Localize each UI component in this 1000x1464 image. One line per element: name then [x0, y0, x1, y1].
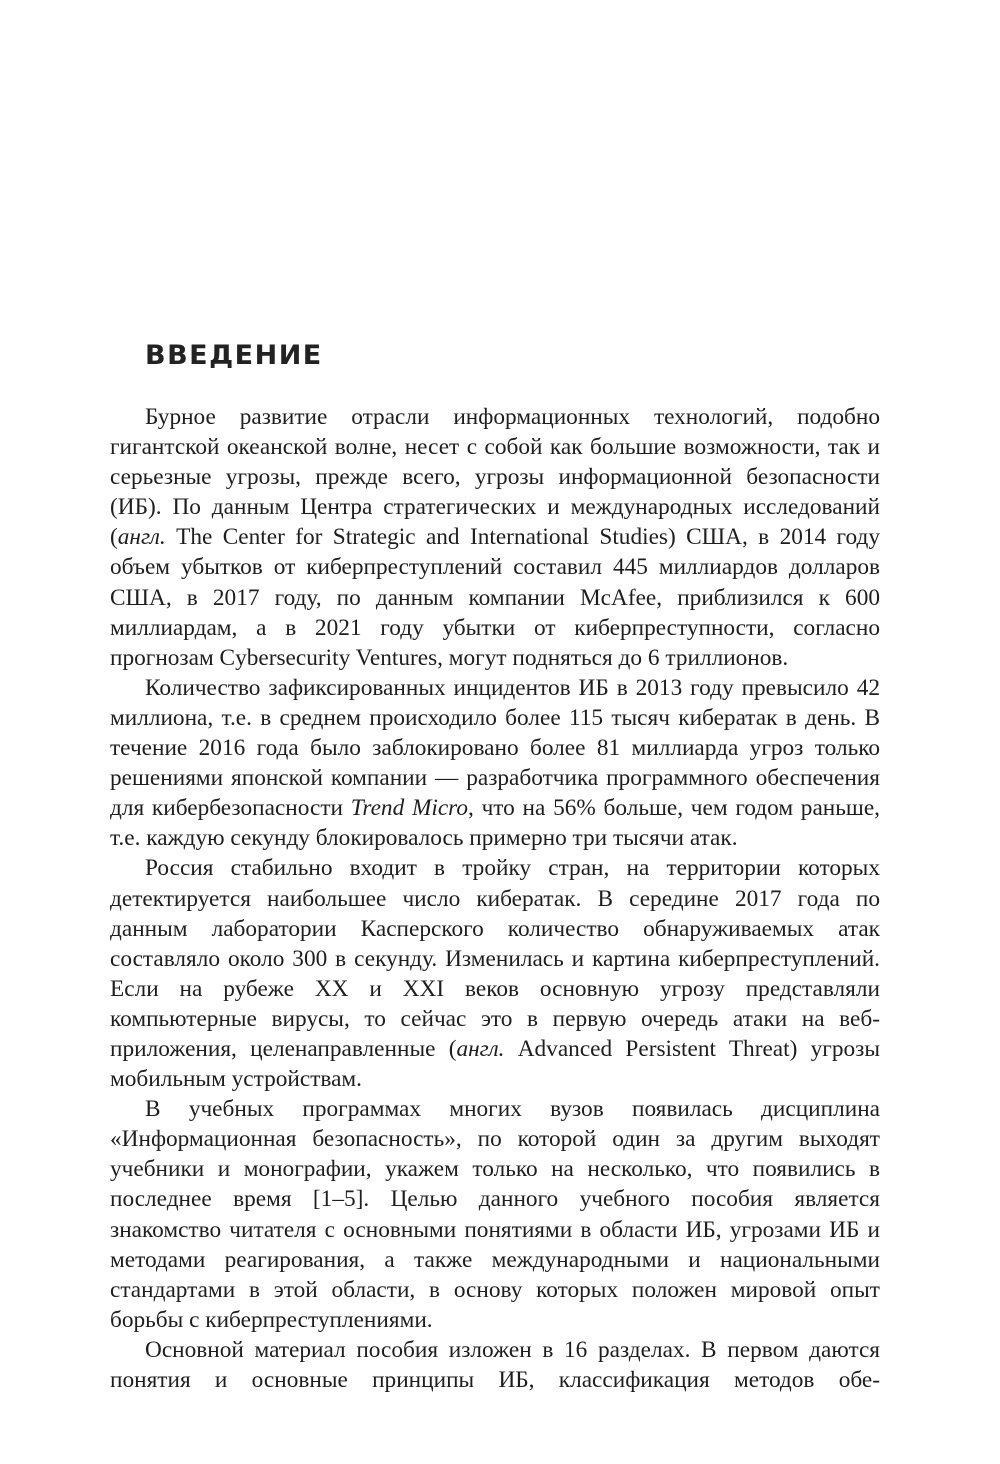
paragraph-4 [110, 1094, 880, 1335]
paragraph-3-italic: англ. [456, 1035, 505, 1062]
paragraph-2-text-b: , что на 56% больше, чем годом раньше, т.е. каждую секунду блокировалось примерно три тысячи атак. [110, 795, 880, 852]
paragraph-5-text: Основной материал пособия изложен в 16 разделах. В первом даются понятия и основные принципы ИБ, классификация методов обе- [110, 1336, 880, 1393]
paragraph-4-text: В учебных программах многих вузов появилась дисциплина «Информационная безопасность», по которой один за другим выходят учебники и монографии, укажем только на несколько, что появились в последнее время [1–5]. Целью данного учебного пособия является знакомство читателя с основными понятиями в области ИБ, угрозами ИБ и методами реагирования, а также международными и национальными стандартами в этой области, в основу которых положен мировой опыт борьбы с киберпреступлениями. [110, 1096, 880, 1333]
paragraph-1 [110, 402, 880, 673]
paragraph-3 [110, 853, 880, 1094]
paragraph-2 [110, 673, 880, 854]
paragraph-1-italic: англ. [117, 524, 166, 551]
paragraph-1-text-b: The Center for Strategic and International Studies) США, в 2014 году объем убытков от киберпреступлений составил 445 миллиардов долларов США, в 2017 году, по данным компании McAfee, приблизился к 600 миллиардам, а в 2021 году убытки от киберпреступности, согласно прогнозам Cybersecurity Ventures, могут подняться до 6 триллионов. [110, 524, 880, 671]
paragraph-5 [110, 1335, 880, 1395]
paragraph-3-text-b: Advanced Persistent Threat) угрозы мобильным устройствам. [110, 1035, 880, 1093]
paragraph-1-text-a: Бурное развитие отрасли информационных технологий, подобно гигантской океанской волне, несет с собой как большие возможности, так и серьезные угрозы, прежде всего, угрозы информационной безопасности (ИБ). По данным Центра стратегических и международных исследований ( [110, 404, 880, 551]
paragraph-2-italic: Trend Micro [350, 795, 469, 822]
paragraph-2-text-a: Количество зафиксированных инцидентов ИБ в 2013 году превысило 42 миллиона, т.е. в среднем происходило более 115 тысяч кибератак в день. В течение 2016 года было заблокировано более 81 миллиарда угроз только решениями японской компании — разработчика программного обеспечения для кибербезопасности [110, 674, 880, 822]
chapter-heading: ВВЕДЕНИЕ [145, 340, 323, 371]
body-text [110, 402, 880, 1395]
paragraph-3-text-a: Россия стабильно входит в тройку стран, на территории которых детектируется наибольшее число кибератак. В середине 2017 года по данным лаборатории Касперского количество обнаруживаемых атак составляло около 300 в секунду. Изменилась и картина киберпреступлений. Если на рубеже XX и XXI веков основную угрозу представляли компьютерные вирусы, то сейчас это в первую очередь атаки на веб-приложения, целенаправленные ( [110, 855, 880, 1062]
